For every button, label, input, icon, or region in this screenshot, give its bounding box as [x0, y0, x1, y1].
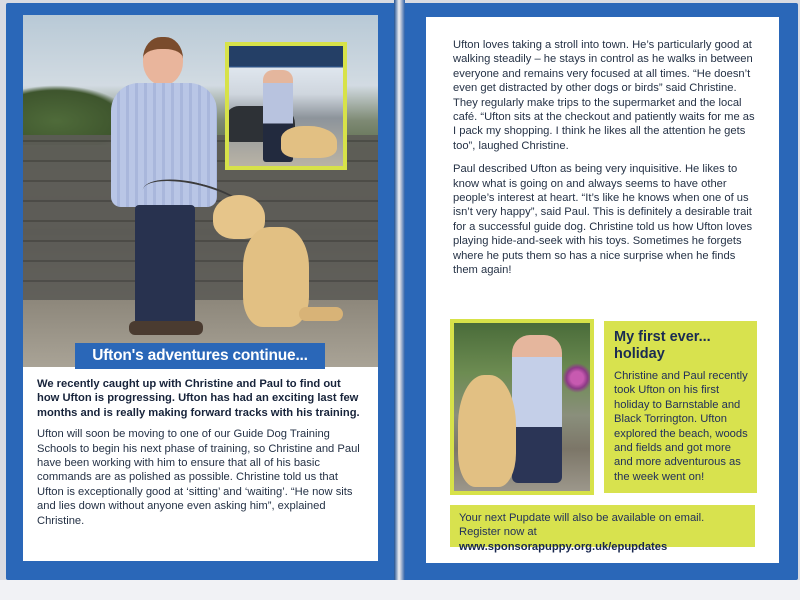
- christine-shoes: [129, 321, 203, 335]
- scan-bottom-margin: [0, 580, 800, 600]
- left-page: [23, 15, 378, 561]
- headline-text: Ufton's adventures continue...: [92, 347, 308, 364]
- right-article: [453, 38, 755, 287]
- intro-paragraph: We recently caught up with Christine and Paul to find out how Ufton is progressing. Ufton has had an exciting last few months and is really making forward tracks with his training.: [37, 378, 360, 419]
- right-page: [426, 17, 779, 563]
- dog-tail: [299, 307, 343, 321]
- christine-legs: [135, 205, 195, 325]
- inset-dog: [281, 126, 337, 158]
- holiday-callout: [604, 321, 757, 493]
- holiday-dog-figure: [458, 375, 516, 487]
- pupdate-line-1: Your next Pupdate will also be available on email.: [459, 512, 705, 524]
- left-article: [37, 377, 363, 528]
- pupdate-callout: [450, 505, 755, 553]
- body-paragraph: Ufton will soon be moving to one of our Guide Dog Training Schools to begin his next phase of training, so Christine and Paul have been working with him to ensure that all of his basic commands are as polished as possible. Christine told us that Ufton is exceptionally good at ‘sitting’ and ‘waiting’. “He now sits and lies down without anyone even asking him”, explained Christine.: [37, 428, 360, 527]
- christine-head: [143, 37, 183, 85]
- pupdate-line-2: [459, 525, 747, 554]
- inset-photo-town-walk: [225, 42, 347, 170]
- headline-banner: [75, 343, 325, 369]
- pupdate-prefix: Register now at: [459, 526, 537, 539]
- holiday-photo: [450, 319, 594, 495]
- paragraph-inquisitive: Paul described Ufton as being very inquisitive. He likes to know what is going on and always seems to have other people’s interest at heart. “It’s like he knows when one of us isn’t very happy”, said Paul. This is definitely a desirable trait for a successful guide dog. Christine told us how Ufton loves playing hide-and-seek with his toys. Sometimes he forgets where he puts them so has a nice surprise when he finds them again!: [453, 163, 753, 277]
- hero-photo-christine-and-ufton: [23, 15, 378, 367]
- paragraph-town-stroll: Ufton loves taking a stroll into town. He’s particularly good at walking steadily – he stays in control as he walks in between everyone and remains very focused at all times. “He doesn’t even get distracted by other dogs or birds” said Christine. They regularly make trips to the supermarket and the local café. “Ufton sits at the checkout and patiently waits for me as I pack my shopping. I think he likes all the attention he gets too”, laughed Christine.: [453, 39, 755, 152]
- brochure-spine: [394, 0, 405, 590]
- holiday-title: My first ever... holiday: [614, 329, 711, 362]
- shop-sign: [229, 46, 343, 66]
- ufton-dog-figure: [203, 195, 343, 335]
- pupdate-url-link[interactable]: www.sponsorapuppy.org.uk/epupdates: [459, 540, 668, 553]
- flowers: [562, 363, 592, 393]
- holiday-christine-figure: [512, 335, 562, 483]
- holiday-body: Christine and Paul recently took Ufton on his first holiday to Barnstable and Black Torrington. Ufton explored the beach, woods and fields and got more and more adventurous as the week went on!: [614, 370, 748, 483]
